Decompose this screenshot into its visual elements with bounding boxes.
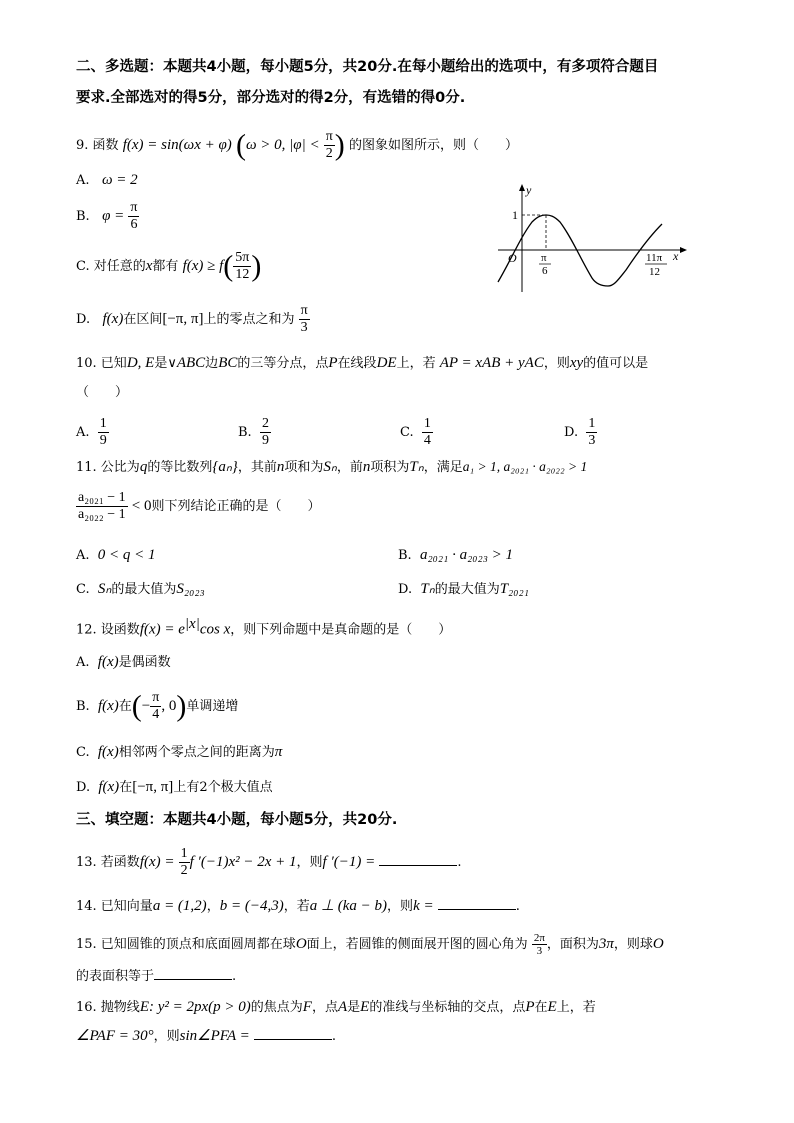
q13-stem: 13. 若函数f(x) = $\frac{1}{2}$ f ′(−1)x² − 2x + 1，则f ′(−1) = . [76, 846, 462, 878]
x-label: x [673, 249, 679, 263]
q15-stem-line2: 的表面积等于 . [76, 969, 237, 984]
origin-label: O [508, 251, 517, 265]
one-label: 1 [512, 208, 518, 222]
11pi12-den: 12 [649, 266, 660, 278]
q14-answer-blank[interactable] [438, 909, 516, 910]
q11-stem-line2: $\frac{\text{a₂₀₂₁ − 1}}{\text{a₂₀₂₂ − 1}}$ < 0则下列结论正确的是（ ） [78, 490, 321, 522]
q10-option-c: C. $\frac{1}{4}$ [400, 416, 431, 448]
q10-paren: （ ） [76, 385, 129, 400]
q11-option-b: B. a₂₀₂₁ · a₂₀₂₃ > 1 [398, 547, 514, 563]
q10-options [76, 416, 597, 449]
pi6-num: π [541, 252, 547, 264]
q11-option-a: A. 0 < q < 1 [76, 547, 156, 563]
section2-title-line2: 要求.全部选对的得5分，部分选对的得2分，有选错的得0分. [76, 90, 466, 106]
q9-option-c: C. 对任意的x都有 f(x) ≥ f( $\frac{5\pi}{12}$ ) [76, 249, 262, 283]
q11-stem: 11. 公比为q的等比数列{aₙ}，其前n项和为Sₙ，前n项积为Tₙ，满足a₁ > 1, a₂₀₂₁ · a₂₀₂₂ > 1 [76, 459, 588, 475]
q16-stem-line2: ∠PAF = 30°，则sin∠PFA = . [76, 1028, 337, 1044]
x-axis-arrow [680, 247, 687, 253]
q12-option-a: A. f(x)是偶函数 [76, 654, 171, 670]
pi6-den: 6 [542, 265, 548, 277]
q9-option-b: B. φ = $\frac{\pi}{6}$ [76, 200, 138, 232]
q16-answer-blank[interactable] [254, 1039, 332, 1040]
section3-title: 三、填空题：本题共4小题，每小题5分，共20分. [76, 812, 398, 828]
q10-option-a: A. $\frac{1}{9}$ [76, 416, 107, 448]
q12-option-b: B. f(x)在(− $\frac{\pi}{4}$ , 0)单调递增 [76, 689, 239, 723]
y-axis-arrow [519, 184, 525, 191]
11pi12-num: 11π [646, 252, 663, 264]
q12-option-d: D. f(x)在[−π, π]上有2个极大值点 [76, 779, 273, 795]
section2-title: 二、多选题：本题共4小题，每小题5分，共20分.在每小题给出的选项中，有多项符合题目 [76, 59, 659, 75]
q14-stem: 14. 已知向量a = (1,2)，b = (−4,3)，若a ⊥ (ka − b)，则k = . [76, 898, 520, 914]
q10-option-b: B. $\frac{2}{9}$ [238, 416, 269, 448]
y-label: y [526, 183, 532, 197]
q10-stem: 10. 已知D, E是∨ABC边BC的三等分点，点P在线段DE上，若 AP = xAB + yAC，则xy的值可以是 [76, 355, 649, 371]
q9-option-a: A. ω = 2 [76, 172, 138, 188]
q16-stem: 16. 抛物线E: y² = 2px(p > 0)的焦点为F，点A是E的准线与坐标轴的交点，点P在E上，若 [76, 999, 596, 1015]
q15-stem: 15. 已知圆锥的顶点和底面圆周都在球O面上，若圆锥的侧面展开图的圆心角为 $\frac{2\pi}{3}$ ，面积为3π，则球O [76, 932, 664, 957]
q13-answer-blank[interactable] [379, 865, 457, 866]
q11-option-c: C. Sₙ的最大值为S₂₀₂₃ [76, 581, 205, 597]
q11-option-d: D. Tₙ的最大值为T₂₀₂₁ [398, 581, 529, 597]
q9-stem: 9. 函数 f(x) = sin(ωx + φ) (ω > 0, |φ| < $\frac{\pi}{2}$ ) 的图象如图所示，则（ ） [76, 128, 518, 162]
q9-option-d: D. f(x)在区间[−π, π]上的零点之和为 $\frac{\pi}{3}$ [76, 303, 308, 335]
sine-graph [492, 180, 692, 295]
q12-stem: 12. 设函数$f(x) = e^{|x|}\cos$ x，则下列命题中是真命题的是（ ） [76, 616, 452, 638]
q10-option-d: D. $\frac{1}{3}$ [564, 416, 596, 448]
q12-option-c: C. f(x)相邻两个零点之间的距离为π [76, 744, 283, 760]
q15-answer-blank[interactable] [154, 979, 232, 980]
